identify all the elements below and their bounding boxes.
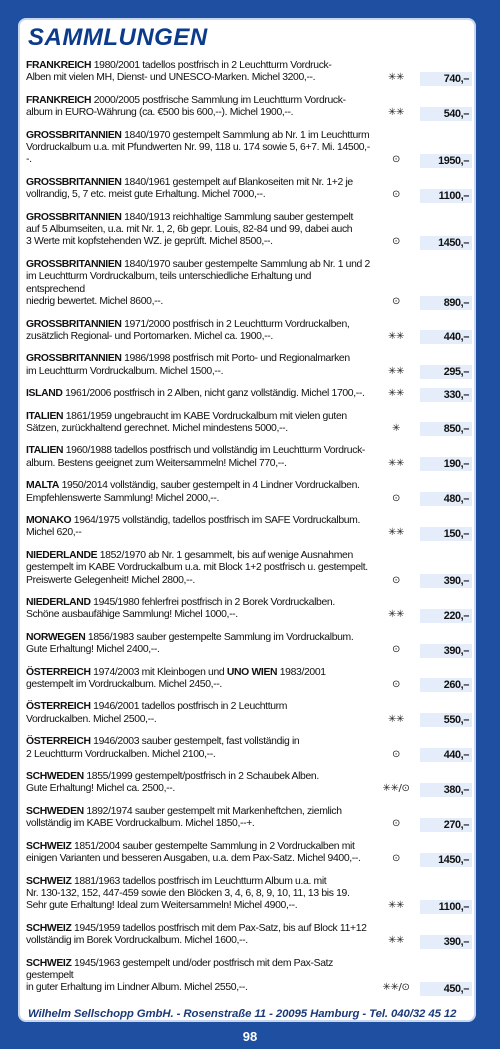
entry-country: SCHWEIZ	[26, 922, 72, 934]
condition-symbol: ✳✳	[387, 388, 405, 400]
price-tag: 440,–	[420, 330, 472, 344]
entry-description	[26, 923, 372, 948]
price-tag: 1450,–	[420, 853, 472, 867]
entry-country: ISLAND	[26, 388, 63, 400]
list-item	[26, 177, 472, 202]
price-tag: 740,–	[420, 72, 472, 86]
list-item	[26, 130, 472, 167]
entry-text: 1851/2004 sauber gestempelte Sammlung in 2 Vordruckalben mit einigen Varianten und besseren Ausgaben, u.a. dem Pax-Satz. Michel 9400,--.	[26, 840, 361, 865]
entry-description	[26, 806, 372, 831]
entry-country: ITALIEN	[26, 445, 64, 457]
price-tag: 1450,–	[420, 236, 472, 250]
entry-text: 1961/2006 postfrisch in 2 Alben, nicht ganz vollständig. Michel 1700,--.	[62, 388, 365, 400]
condition-symbol: ⊙	[391, 748, 401, 760]
price-tag: 390,–	[420, 574, 472, 588]
entry-description	[26, 736, 372, 761]
entry-country: MALTA	[26, 480, 60, 492]
price-tag: 260,–	[420, 678, 472, 692]
entry-description	[26, 876, 372, 913]
entry-description	[26, 632, 372, 657]
entry-country: NORWEGEN	[26, 631, 86, 643]
entry-description	[26, 353, 372, 378]
condition-symbol: ✳✳/⊙	[382, 982, 410, 994]
entry-text: 1960/1988 tadellos postfrisch und vollständig im Leuchtturm Vordruck- album. Bestens geeignet zum Weitersammeln! Michel 770,--.	[26, 445, 366, 469]
price-tag: 1950,–	[420, 154, 472, 168]
price-tag: 380,–	[420, 783, 472, 797]
list-item	[26, 388, 472, 400]
list-item	[26, 95, 472, 120]
entry-description	[26, 130, 372, 167]
catalog-panel	[18, 18, 476, 1022]
condition-symbol: ⊙	[391, 818, 401, 830]
entry-country: ÖSTERREICH	[26, 701, 91, 713]
condition-symbol: ✳✳	[387, 107, 405, 119]
list-item	[26, 701, 472, 726]
entry-description	[26, 388, 372, 400]
condition-symbol: ⊙	[391, 644, 401, 656]
condition-symbol: ⊙	[391, 574, 401, 586]
entry-description	[26, 480, 372, 505]
price-tag: 850,–	[420, 422, 472, 436]
entry-text: 1855/1999 gestempelt/postfrisch in 2 Schaubek Alben. Gute Erhaltung! Michel ca. 2500,--.	[26, 771, 319, 795]
condition-symbol: ✳✳	[387, 935, 405, 947]
condition-symbol: ✳✳	[387, 713, 405, 725]
condition-symbol: ⊙	[391, 853, 401, 865]
entry-country: NIEDERLANDE	[26, 549, 98, 561]
condition-symbol: ⊙	[391, 296, 401, 308]
entry-text: 1971/2000 postfrisch in 2 Leuchtturm Vordruckalben, zusätzlich Regional- und Portomarken. Michel ca. 1900,--.	[26, 318, 350, 342]
price-tag: 890,–	[420, 296, 472, 310]
condition-symbol: ⊙	[391, 154, 401, 166]
entry-text: 1945/1959 tadellos postfrisch mit dem Pax-Satz, bis auf Block 11+12 vollständig im Borek Vordruckalbum. Michel 1600,--.	[26, 922, 367, 947]
price-tag: 150,–	[420, 527, 472, 541]
entry-text: 1945/1963 gestempelt und/oder postfrisch mit dem Pax-Satz gestempelt in guter Erhaltung im Lindner Album. Michel 2550,--.	[26, 957, 334, 994]
list-item	[26, 806, 472, 831]
entry-country: GROSSBRITANNIEN	[26, 129, 122, 141]
entry-list	[26, 60, 472, 1005]
entry-text: 1945/1980 fehlerfrei postfrisch in 2 Borek Vordruckalben. Schöne ausbaufähige Sammlung! Michel 1000,--.	[26, 597, 335, 621]
list-item	[26, 515, 472, 540]
list-item	[26, 445, 472, 470]
entry-text: 1856/1983 sauber gestempelte Sammlung im Vordruckalbum. Gute Erhaltung! Michel 2400,--.	[26, 631, 354, 656]
entry-text: 1840/1961 gestempelt auf Blankoseiten mit Nr. 1+2 je vollrandig, 5, 7 etc. meist gute Erhaltung. Michel 7000,--.	[26, 176, 353, 201]
entry-description	[26, 515, 372, 540]
page-title: SAMMLUNGEN	[28, 24, 208, 51]
entry-text: 1840/1970 gestempelt Sammlung ab Nr. 1 im Leuchtturm Vordruckalbum u.a. mit Pfundwerten Nr. 99, 118 u. 174 sowie 5, 6+7. Mi. 14500,--.	[26, 129, 370, 166]
entry-country-secondary: UNO WIEN	[226, 666, 278, 678]
entry-country: FRANKREICH	[26, 60, 92, 71]
price-tag: 540,–	[420, 107, 472, 121]
entry-description	[26, 958, 372, 995]
entry-text: 1861/1959 ungebraucht im KABE Vordruckalbum mit vielen guten Sätzen, zurückhaltend gerechnet. Michel mindestens 5000,--.	[26, 410, 347, 434]
entry-description	[26, 411, 372, 436]
list-item	[26, 923, 472, 948]
entry-text: 1964/1975 vollständig, tadellos postfrisch im SAFE Vordruckalbum. Michel 620,--	[26, 514, 361, 539]
entry-country: SCHWEDEN	[26, 771, 84, 783]
entry-description	[26, 95, 372, 120]
entry-description	[26, 177, 372, 202]
entry-text-mid: 1974/2003 mit Kleinbogen und	[90, 666, 227, 678]
condition-symbol: ✳✳	[387, 900, 405, 912]
entry-text: 1983/2001 gestempelt im Vordruckalbum. Michel 2450,--.	[26, 666, 326, 691]
entry-description	[26, 445, 372, 470]
condition-symbol: ✳✳	[387, 365, 405, 377]
condition-symbol: ✳✳	[387, 72, 405, 84]
price-tag: 190,–	[420, 457, 472, 471]
entry-country: ÖSTERREICH	[26, 736, 91, 748]
list-item	[26, 958, 472, 995]
entry-description	[26, 550, 372, 587]
entry-country: FRANKREICH	[26, 94, 92, 106]
page-number: 98	[242, 1029, 258, 1044]
entry-country: SCHWEIZ	[26, 957, 72, 969]
entry-text: 1950/2014 vollständig, sauber gestempelt in 4 Lindner Vordruckalben. Empfehlenswerte Sammlung! Michel 2000,--.	[26, 480, 360, 504]
list-item	[26, 736, 472, 761]
list-item	[26, 550, 472, 587]
entry-country: ÖSTERREICH	[26, 666, 91, 678]
entry-description	[26, 701, 372, 726]
entry-country: GROSSBRITANNIEN	[26, 353, 122, 365]
entry-text: 2000/2005 postfrische Sammlung im Leuchtturm Vordruck- album in EURO-Währung (ca. €500 bis 600,--). Michel 1900,--.	[26, 94, 346, 119]
list-item	[26, 353, 472, 378]
list-item	[26, 319, 472, 344]
price-tag: 550,–	[420, 713, 472, 727]
entry-country: ITALIEN	[26, 410, 64, 422]
price-tag: 295,–	[420, 365, 472, 379]
entry-text: 1946/2003 sauber gestempelt, fast vollständig in 2 Leuchtturm Vordruckalben. Michel 2100,--.	[26, 736, 300, 760]
entry-country: NIEDERLAND	[26, 597, 91, 608]
entry-text: 1946/2001 tadellos postfrisch in 2 Leuchtturm Vordruckalben. Michel 2500,--.	[26, 701, 288, 725]
entry-description	[26, 259, 372, 309]
entry-country: GROSSBRITANNIEN	[26, 211, 122, 223]
entry-text: 1986/1998 postfrisch mit Porto- und Regionalmarken im Leuchtturm Vordruckalbum. Michel 1500,--.	[26, 353, 350, 377]
condition-symbol: ⊙	[391, 236, 401, 248]
condition-symbol: ✳	[391, 422, 401, 434]
entry-country: GROSSBRITANNIEN	[26, 176, 122, 188]
price-tag: 480,–	[420, 492, 472, 506]
price-tag: 390,–	[420, 935, 472, 949]
entry-description	[26, 319, 372, 344]
entry-country: SCHWEIZ	[26, 840, 72, 852]
price-tag: 450,–	[420, 982, 472, 996]
price-tag: 220,–	[420, 609, 472, 623]
condition-symbol: ⊙	[391, 189, 401, 201]
entry-country: SCHWEDEN	[26, 805, 84, 817]
condition-symbol: ✳✳/⊙	[382, 783, 410, 795]
entry-text: 1980/2001 tadellos postfrisch in 2 Leuchtturm Vordruck- Alben mit vielen MH, Dienst- und UNESCO-Marken. Michel 3200,--.	[26, 60, 332, 84]
footer-address: Wilhelm Sellschopp GmbH. - Rosenstraße 11 - 20095 Hamburg - Tel. 040/32 45 12	[28, 1008, 457, 1020]
entry-country: MONAKO	[26, 514, 72, 526]
entry-description	[26, 212, 372, 249]
entry-text: 1881/1963 tadellos postfrisch im Leuchtturm Album u.a. mit Nr. 130-132, 152, 447-459 sowie den Blöcken 3, 4, 6, 8, 9, 10, 11, 13 bis 19. Sehr gute Erhaltung! Ideal zum Weitersammeln! Michel 4900,--.	[26, 875, 350, 912]
list-item	[26, 60, 472, 85]
list-item	[26, 411, 472, 436]
list-item	[26, 841, 472, 866]
list-item	[26, 632, 472, 657]
condition-symbol: ✳✳	[387, 330, 405, 342]
list-item	[26, 212, 472, 249]
entry-text: 1852/1970 ab Nr. 1 gesammelt, bis auf wenige Ausnahmen gestempelt im KABE Vordruckalbum u.a. mit Block 1+2 postfrisch u. gestempelt. Preiswerte Gelegenheit! Michel 2800,--.	[26, 549, 368, 586]
entry-country: GROSSBRITANNIEN	[26, 318, 122, 330]
list-item	[26, 667, 472, 692]
entry-country: SCHWEIZ	[26, 875, 72, 887]
entry-description	[26, 667, 372, 692]
entry-country: GROSSBRITANNIEN	[26, 258, 122, 270]
condition-symbol: ✳✳	[387, 457, 405, 469]
entry-text: 1840/1970 sauber gestempelte Sammlung ab Nr. 1 und 2 im Leuchtturm Vordruckalbum, teils unterschiedliche Erhaltung und entsprechend niedrig bewertet. Michel 8600,--.	[26, 258, 370, 308]
entry-text: 1840/1913 reichhaltige Sammlung sauber gestempelt auf 5 Albumseiten, u.a. mit Nr. 1, 2, 6b gepr. Louis, 82-84 und 99, dabei auch 3 Werte mit kopfstehenden WZ. je geprüft. Michel 8500,--.	[26, 211, 354, 248]
entry-description	[26, 597, 372, 622]
condition-symbol: ⊙	[391, 492, 401, 504]
price-tag: 330,–	[420, 388, 472, 402]
price-tag: 270,–	[420, 818, 472, 832]
list-item	[26, 876, 472, 913]
price-tag: 1100,–	[420, 189, 472, 203]
list-item	[26, 480, 472, 505]
entry-text: 1892/1974 sauber gestempelt mit Markenheftchen, ziemlich vollständig im KABE Vordruckalbum. Michel 1850,--+.	[26, 805, 342, 830]
condition-symbol: ⊙	[391, 679, 401, 691]
entry-description	[26, 841, 372, 866]
entry-description	[26, 771, 372, 796]
entry-description	[26, 60, 372, 85]
list-item	[26, 597, 472, 622]
condition-symbol: ✳✳	[387, 609, 405, 621]
condition-symbol: ✳✳	[387, 527, 405, 539]
price-tag: 1100,–	[420, 900, 472, 914]
list-item	[26, 259, 472, 309]
price-tag: 390,–	[420, 644, 472, 658]
list-item	[26, 771, 472, 796]
price-tag: 440,–	[420, 748, 472, 762]
